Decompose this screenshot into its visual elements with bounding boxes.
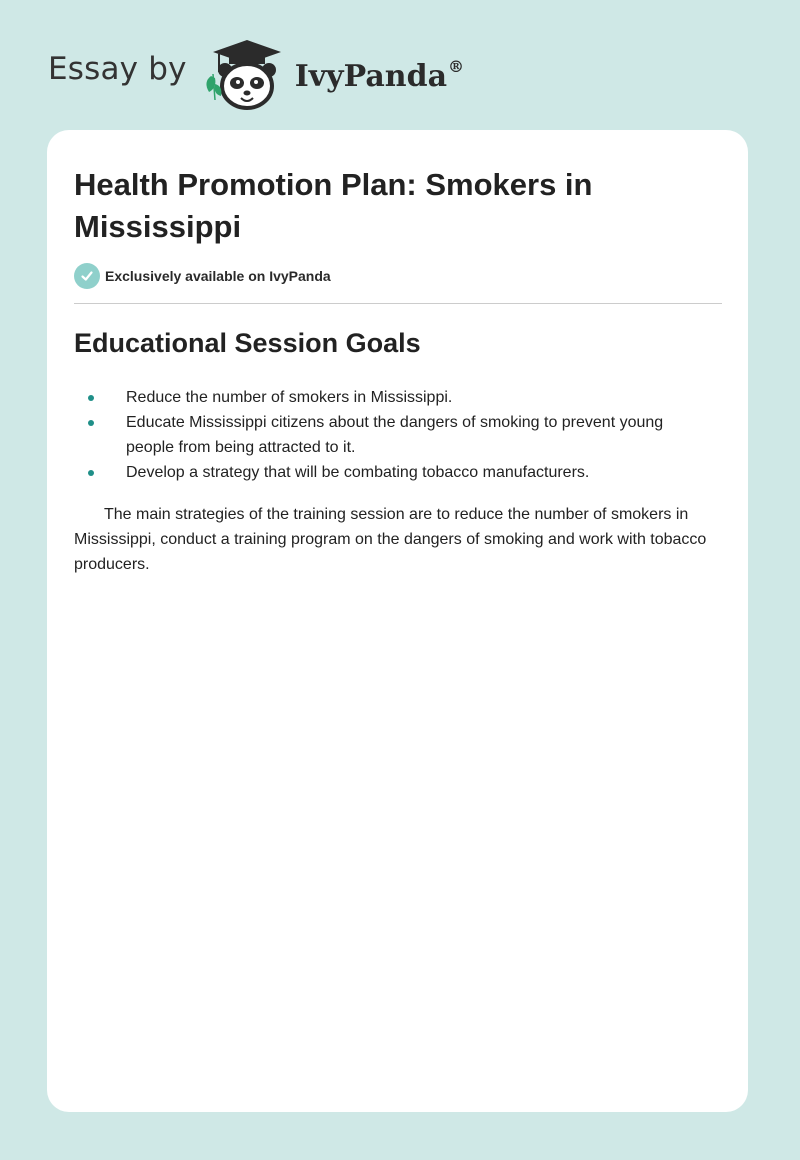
- brand-name: IvyPanda®: [294, 56, 465, 94]
- list-item: Reduce the number of smokers in Mississippi.: [74, 385, 714, 410]
- list-item: Educate Mississippi citizens about the dangers of smoking to prevent young people from being attracted to it.: [74, 410, 714, 460]
- divider: [74, 303, 722, 304]
- bullet-icon: [88, 470, 94, 476]
- section-heading: Educational Session Goals: [74, 328, 421, 358]
- goals-list: [74, 385, 714, 485]
- list-item: Develop a strategy that will be combating tobacco manufacturers.: [74, 460, 714, 485]
- body-paragraph: The main strategies of the training session are to reduce the number of smokers in Mississippi, conduct a training program on the dangers of smoking and work with tobacco producers.: [74, 506, 707, 573]
- registered-mark: ®: [448, 56, 465, 76]
- panda-graduate-icon: [201, 36, 291, 112]
- essay-by-label: Essay by: [48, 51, 187, 87]
- exclusive-label: Exclusively available on IvyPanda: [105, 268, 331, 284]
- site-header: [48, 36, 464, 112]
- bullet-icon: [88, 395, 94, 401]
- exclusive-badge: [74, 263, 331, 289]
- bullet-icon: [88, 420, 94, 426]
- document-card: [47, 130, 748, 1112]
- check-icon: [74, 263, 100, 289]
- page-title: Health Promotion Plan: Smokers in Mississippi: [74, 167, 593, 244]
